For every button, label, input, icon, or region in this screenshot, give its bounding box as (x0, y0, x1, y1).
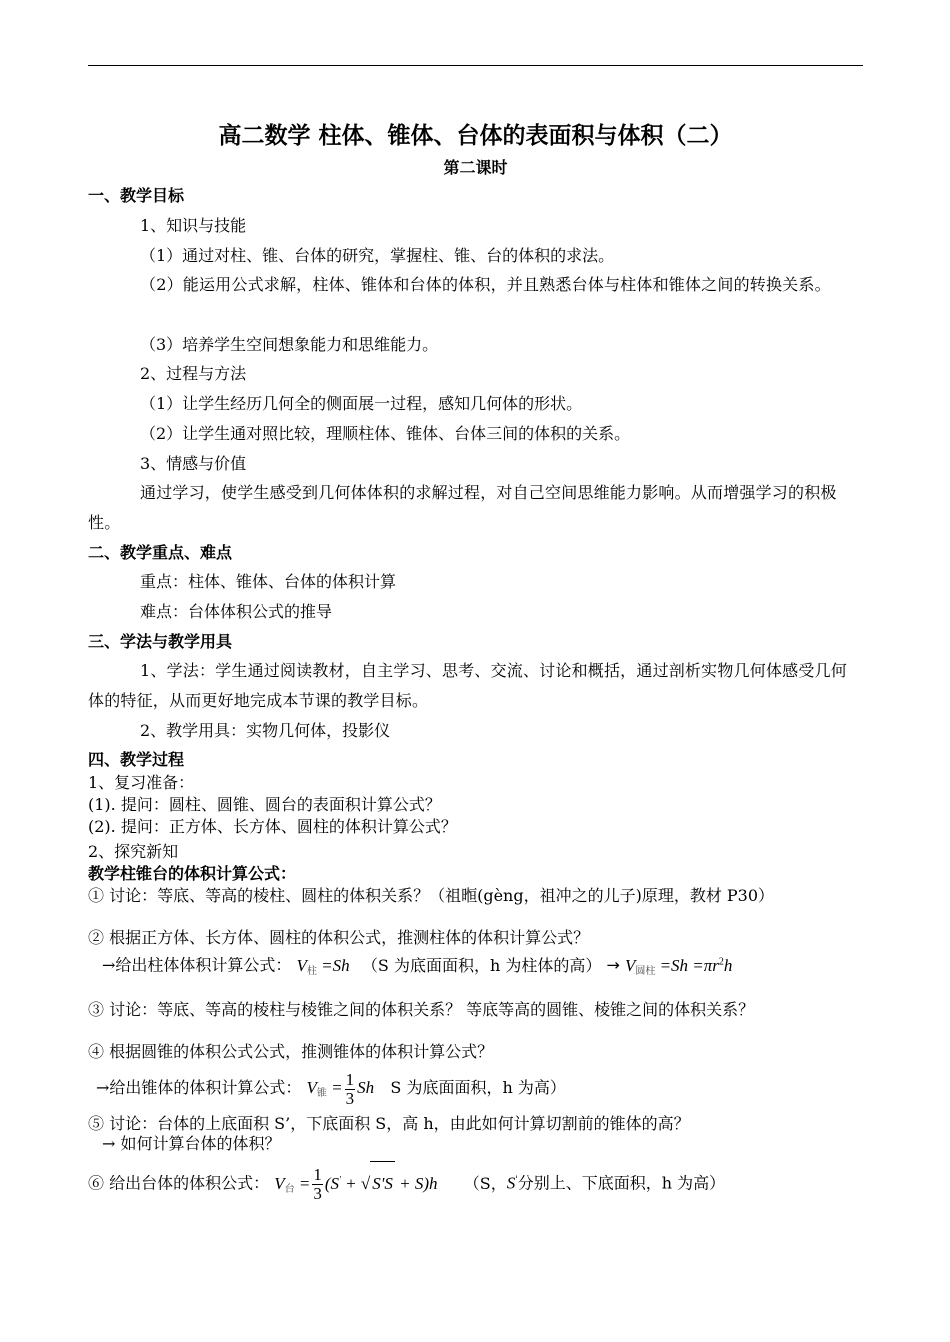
formula-rhs: =Sh =πr (659, 955, 719, 975)
formula-intro: →给出锥体的体积计算公式： (96, 1078, 302, 1097)
prism-volume-formula (297, 956, 354, 975)
numerator: 1 (313, 1165, 322, 1185)
volume-symbol: V (624, 955, 636, 975)
formula-part: (S (324, 1173, 339, 1193)
objective-process: 2、过程与方法 (140, 364, 247, 383)
objective-item: （2）让学生通对照比较，理顺柱体、锥体、台体三间的体积的关系。 (140, 424, 631, 443)
process-step: (1). 提问：圆柱、圆锥、圆台的表面积计算公式？ (88, 795, 441, 814)
exponent: 2 (718, 956, 724, 967)
section-heading-key-points: 二、教学重点、难点 (88, 543, 233, 562)
discussion-item: ④ 根据圆锥的体积公式公式，推测锥体的体积计算公式？ (88, 1042, 494, 1061)
process-step: 1、复习准备： (88, 773, 195, 792)
teaching-tools: 2、教学用具：实物几何体，投影仪 (140, 721, 391, 740)
one-third-fraction (345, 1071, 356, 1108)
formula-note: （S， (463, 1173, 507, 1193)
volume-symbol: V (274, 1173, 285, 1193)
method-paragraph: 1、学法：学生通过阅读教材，自主学习、思考、交流、讨论和概括，通过剖析实物几何体感受几何体的特征，从而更好地完成本节课的教学目标。 (88, 661, 847, 710)
formula-intro: ⑥ 给出台体的体积公式： (88, 1173, 270, 1193)
objective-paragraph: 通过学习，使学生感受到几何体体积的求解过程，对自己空间思维能力影响。从而增强学习的积极性。 (88, 483, 837, 532)
pyramid-formula-line (88, 1066, 863, 1110)
arrow-icon: → (606, 955, 620, 975)
discussion-item: ② 根据正方体、长方体、圆柱的体积公式，推测柱体的体积计算公式？ (88, 928, 590, 947)
formula-rhs: Sh (357, 1078, 375, 1097)
objective-item: （1）让学生经历几何全的侧面展一过程，感知几何体的形状。 (140, 394, 583, 413)
subscript: 锥 (316, 1088, 327, 1099)
section-heading-objectives: 一、教学目标 (88, 186, 185, 205)
sqrt-term: S'S (370, 1161, 395, 1206)
pyramid-volume-formula: $V_锥$ = $\frac{1}{3}$ Sh (306, 1069, 375, 1108)
difficult-point: 难点：台体体积公式的推导 (140, 602, 333, 621)
denominator: 3 (313, 1184, 322, 1204)
formula-part: + (345, 1173, 357, 1193)
page-subtitle: 第二课时 (443, 158, 508, 177)
formula-h: h (723, 955, 733, 975)
objective-values: 3、情感与价值 (140, 454, 247, 473)
process-step: (2). 提问：正方体、长方体、圆柱的体积计算公式？ (88, 817, 457, 836)
process-step: 2、探究新知 (88, 842, 179, 861)
s-prime-symbol: S (506, 1173, 516, 1193)
page-title: 高二数学 柱体、锥体、台体的表面积与体积（二） (218, 123, 733, 149)
frustum-volume-formula: $V_台$ = $\frac{1}{3}$ (S' + √ S'S + S)h (274, 1174, 442, 1193)
formula-intro: →给出柱体体积计算公式： (102, 955, 292, 975)
subscript: 台 (284, 1183, 295, 1195)
formula-note: （S 为底面面积，h 为柱体的高） (361, 955, 602, 975)
formula-note: 分别上、下底面积，h 为高） (517, 1173, 726, 1193)
objective-item: （1）通过对柱、锥、台体的研究，掌握柱、锥、台的体积的求法。 (140, 246, 615, 265)
header-rule (88, 65, 863, 66)
volume-symbol: V (296, 955, 307, 975)
key-point: 重点：柱体、锥体、台体的体积计算 (140, 572, 397, 591)
discussion-item: ③ 讨论：等底、等高的棱柱与棱锥之间的体积关系？ 等底等高的圆锥、棱锥之间的体积关系？ (88, 1000, 755, 1019)
discussion-item: ① 讨论：等底、等高的棱柱、圆柱的体积关系？（祖暅(gèng，祖冲之的儿子)原理，教材 P30） (88, 886, 775, 905)
discussion-followup: → 如何计算台体的体积？ (102, 1134, 281, 1153)
objective-item: （3）培养学生空间想象能力和思维能力。 (140, 335, 439, 354)
formula-rhs: =Sh (321, 955, 350, 975)
formula-part: + S)h (399, 1173, 438, 1193)
objective-item: （2）能运用公式求解，柱体、锥体和台体的体积，并且熟悉台体与柱体和锥体之间的转换关系。 (140, 275, 831, 294)
process-subheading: 教学柱锥台的体积计算公式： (88, 864, 297, 883)
frustum-formula-line: ⑥ 给出台体的体积公式： $V_台$ = $\frac{1}{3}$ (S' + √ S'S + S)h （S，S'分别上、下底面积，h 为高） (88, 1157, 863, 1201)
volume-symbol: V (306, 1078, 317, 1097)
subscript: 柱 (306, 965, 317, 977)
discussion-item: ⑤ 讨论：台体的上底面积 S’，下底面积 S，高 h，由此如何计算切割前的锥体的高？ (88, 1114, 690, 1133)
objective-knowledge: 1、知识与技能 (140, 216, 247, 235)
section-heading-methods: 三、学法与教学用具 (88, 632, 233, 651)
prism-formula-line (88, 952, 863, 982)
section-heading-process: 四、教学过程 (88, 750, 185, 769)
numerator: 1 (345, 1069, 355, 1089)
denominator: 3 (345, 1088, 355, 1108)
subscript: 圆柱 (635, 965, 656, 977)
cylinder-volume-formula (625, 956, 732, 975)
one-third-fraction (312, 1166, 323, 1203)
formula-note: S 为底面面积，h 为高） (390, 1078, 566, 1097)
